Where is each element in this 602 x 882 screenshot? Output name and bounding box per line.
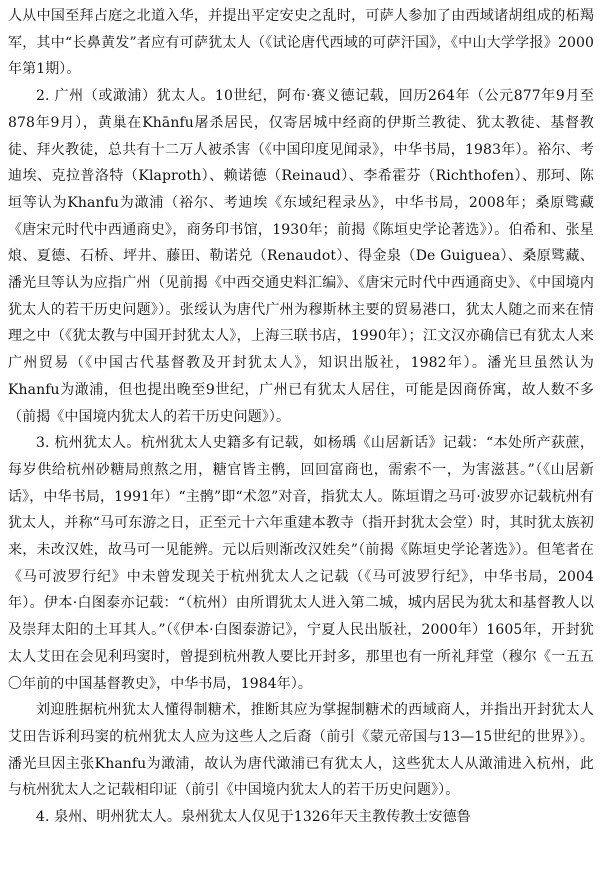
- paragraph-guangzhou-jews: 2. 广州（或澉浦）犹太人。10世纪，阿布·赛义德记载，回历264年（公元877年9月至878年9月），黄巢在Khānfu屠杀居民，仅寄居城中经商的伊斯兰教徒、犹太教徒、基督教徒、拜火教徒，总共有十二万人被杀害（《中国印度见闻录》，中华书局，1983年）。裕尔、考迪埃、克拉普洛特（Klaproth）、赖诺德（Reinaud）、李希霍芬（Richthofen）、那珂、陈垣等认为Khanfu为澉浦（裕尔、考迪埃《东域纪程录丛》，中华书局，2008年；桑原骘藏《唐宋元时代中西通商史》，商务印书馆，1930年；前揭《陈垣史学论著选》）。伯希和、张星烺、夏德、石桥、坪井、藤田、勒诺兑（Renaudot）、得金泉（De Guiguea）、桑原骘藏、潘光旦等认为应指广州（见前揭《中西交通史料汇编》、《唐宋元时代中西通商史》、《中国境内犹太人的若干历史问题》）。张绥认为唐代广州为穆斯林主要的贸易港口，犹太人随之而来在情理之中（《犹太教与中国开封犹太人》，上海三联书店，1990年）；江文汉亦确信已有犹太人来广州贸易（《中国古代基督教及开封犹太人》，知识出版社，1982年）。潘光旦虽然认为Khanfu为澉浦，但也提出晚至9世纪，广州已有犹太人居住，可能是因商侨寓，故人数不多（前揭《中国境内犹太人的若干历史问题》）。: [8, 88, 594, 425]
- paragraph-continuation: 人从中国至拜占庭之北道入华，并提出平定安史之乱时，可萨人参加了由西域诸胡组成的柘羯军，其中“长鼻黄发”者应有可萨犹太人（《试论唐代西域的可萨汗国》，《中山大学学报》2000年第1期）。: [8, 8, 594, 78]
- paragraph-liu-yingsheng: 刘迎胜据杭州犹太人懂得制糖术，推断其应为掌握制糖术的西域商人，并指出开封犹太人艾田告诉利玛窦的杭州犹太人应为这些人之后裔（前引《蒙元帝国与13—15世纪的世界》）。潘光旦因主张Khanfu为澉浦，故认为唐代澉浦已有犹太人，这些犹太人从澉浦进入杭州，此与杭州犹太人之记载相印证（前引《中国境内犹太人的若干历史问题》）。: [8, 702, 594, 799]
- paragraph-hangzhou-jews: 3. 杭州犹太人。杭州犹太人史籍多有记载，如杨瑀《山居新话》记载：“本处所产荻蔗，每岁供给杭州砂糖局煎熬之用，糖官皆主鹘，回回富商也，需索不一，为害滋甚。”（《山居新话》，中华书局，1991年）“主鹘”即“术忽”对音，指犹太人。陈垣谓之马可·波罗亦记载杭州有犹太人，并称“马可东游之日，正至元十六年重建本教寺（指开封犹太会堂）时，其时犹太族初来，未改汉姓，故马可一见能辨。元以后则渐改汉姓矣”（前揭《陈垣史学论著选》）。但笔者在《马可波罗行纪》中未曾发现关于杭州犹太人之记载（《马可波罗行纪》，中华书局，2004年）。伊本·白图泰亦记载：“（杭州）由所谓犹太人进入第二城，城内居民为犹太和基督教人以及崇拜太阳的土耳其人。”（《伊本·白图泰游记》，宁夏人民出版社，2000年）1605年，开封犹太人艾田在会见利玛窦时，曾提到杭州教人要比开封多，那里也有一所礼拜堂（穆尔《一五五〇年前的中国基督教史》，中华书局，1984年）。: [8, 435, 594, 692]
- paragraph-quanzhou-mingzhou-jews: 4. 泉州、明州犹太人。泉州犹太人仅见于1326年天主教传教士安德鲁: [36, 809, 471, 826]
